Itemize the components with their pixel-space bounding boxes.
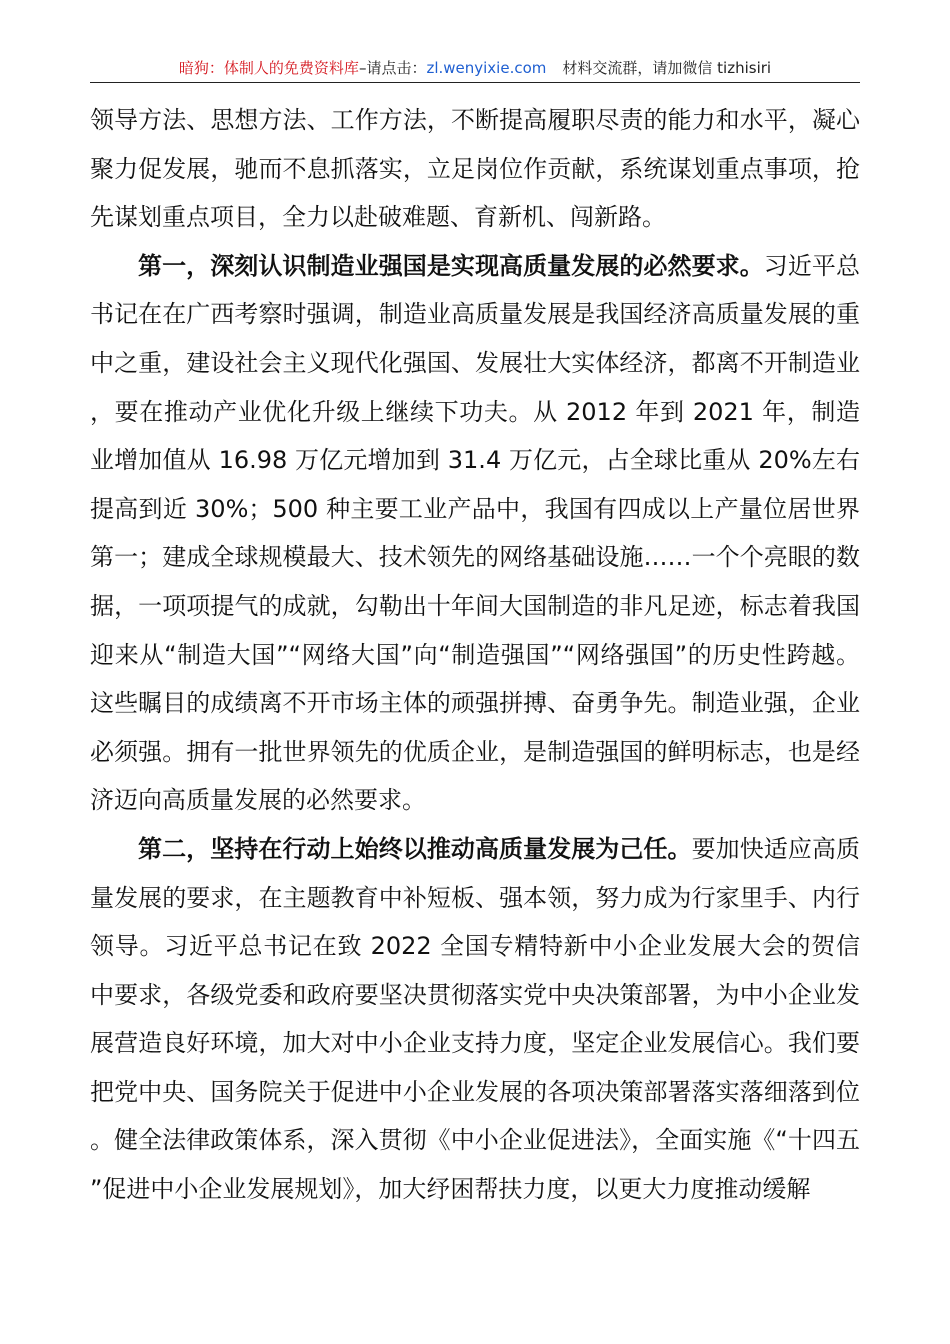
header-click-prompt: –请点击： xyxy=(358,59,427,77)
paragraph-second-point xyxy=(90,825,860,1214)
paragraph-lead-heading: 第二，坚持在行动上始终以推动高质量发展为己任。 xyxy=(138,834,692,863)
paragraph-first-point xyxy=(90,242,860,825)
paragraph-text: 习近平总书记在在广西考察时强调，制造业高质量发展是我国经济高质量发展的重中之重，建设社会主义现代化强国、发展壮大实体经济，都离不开制造业，要在推动产业优化升级上继续下功夫。从 2012 年到 2021 年，制造业增加值从 16.98 万亿元增加到 31.4 万亿元，占全球比重从 20%左右提高到近 30%；500 种主要工业产品中，我国有四成以上产量位居世界第一；建成全球规模最大、技术领先的网络基础设施……一个个亮眼的数据，一项项提气的成就，勾勒出十年间大国制造的非凡足迹，标志着我国迎来从“制造大国”“网络大国”向“制造强国”“网络强国”的历史性跨越。这些瞩目的成绩离不开市场主体的顽强拼搏、奋勇争先。制造业强，企业必须强。拥有一批世界领先的优质企业，是制造强国的鲜明标志，也是经济迈向高质量发展的必然要求。 xyxy=(90,251,861,815)
page-header xyxy=(90,58,860,83)
paragraph-lead-heading: 第一，深刻认识制造业强国是实现高质量发展的必然要求。 xyxy=(138,251,764,280)
paragraph-continuation xyxy=(90,96,860,242)
paragraph-text: 领导方法、思想方法、工作方法，不断提高履职尽责的能力和水平，凝心聚力促发展，驰而不息抓落实，立足岗位作贡献，系统谋划重点事项，抢先谋划重点项目，全力以赴破难题、育新机、闯新路。 xyxy=(90,106,860,232)
header-wechat-note: 材料交流群，请加微信 tizhisiri xyxy=(562,59,772,77)
header-site-name: 暗狗：体制人的免费资料库 xyxy=(178,59,359,77)
header-url-link[interactable]: zl.wenyixie.com xyxy=(426,59,547,77)
document-body xyxy=(90,96,860,1214)
paragraph-text: 要加快适应高质量发展的要求，在主题教育中补短板、强本领，努力成为行家里手、内行领导。习近平总书记在致 2022 全国专精特新中小企业发展大会的贺信中要求，各级党委和政府要坚决贯彻落实党中央决策部署，为中小企业发展营造良好环境，加大对中小企业支持力度，坚定企业发展信心。我们要把党中央、国务院关于促进中小企业发展的各项决策部署落实落细落到位。健全法律政策体系，深入贯彻《中小企业促进法》，全面实施《“十四五”促进中小企业发展规划》，加大纾困帮扶力度，以更大力度推动缓解 xyxy=(90,834,861,1204)
